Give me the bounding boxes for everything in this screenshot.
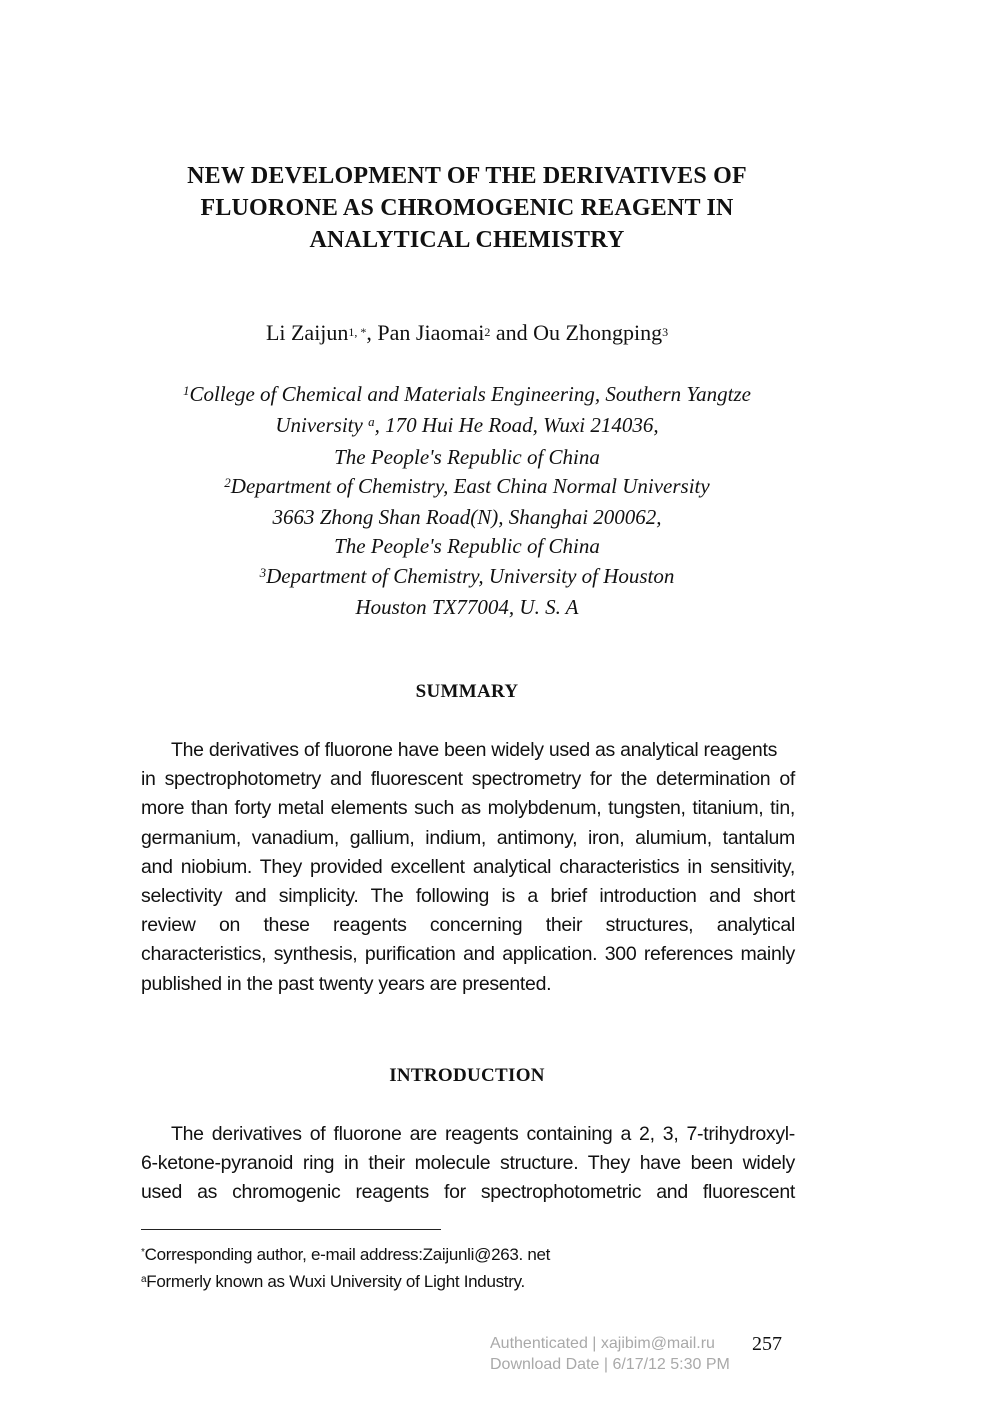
- affiliation-mark-2: 2: [224, 474, 231, 490]
- summary-paragraph: [141, 736, 795, 999]
- author-affil-mark-3: 3: [662, 325, 669, 339]
- affiliation-3-text-1: Department of Chemistry, University of Houston: [266, 563, 675, 588]
- footnote-2-text: Formerly known as Wuxi University of Light Industry.: [146, 1272, 525, 1291]
- affiliations: [120, 380, 814, 622]
- affiliation-2-text-1: Department of Chemistry, East China Normal University: [230, 473, 710, 498]
- affiliation-1-line-1: [120, 380, 814, 411]
- affiliation-2-line-3: The People's Republic of China: [334, 534, 600, 559]
- watermark-authenticated: Authenticated | xajibim@mail.ru: [490, 1335, 715, 1352]
- affiliation-3-line-1: [120, 562, 814, 593]
- introduction-line: The derivatives of fluorone are reagents containing a 2, 3, 7-trihydroxyl-: [171, 1123, 795, 1145]
- introduction-heading: INTRODUCTION: [389, 1065, 545, 1086]
- summary-line: germanium, vanadium, gallium, indium, antimony, iron, alumium, tantalum: [141, 826, 795, 849]
- author-name-3: and Ou Zhongping: [490, 320, 663, 345]
- affiliation-2-line-2: 3663 Zhong Shan Road(N), Shanghai 200062,: [272, 505, 662, 530]
- affiliation-mark-3: 3: [259, 564, 267, 580]
- summary-line: and niobium. They provided excellent analytical characteristics in sensitivity,: [141, 855, 795, 878]
- affiliation-mark-1: 1: [182, 383, 190, 398]
- summary-line: selectivity and simplicity. The following is a brief introduction and short: [141, 884, 795, 907]
- affiliation-note-mark-a: a: [368, 414, 375, 430]
- download-watermark: [490, 1333, 730, 1375]
- title-line-2: FLUORONE AS CHROMOGENIC REAGENT IN: [200, 195, 734, 221]
- author-affil-mark-1: 1, *: [348, 325, 367, 339]
- summary-heading: SUMMARY: [415, 681, 519, 702]
- watermark-download-date: Download Date | 6/17/12 5:30 PM: [490, 1356, 730, 1373]
- introduction-paragraph: [141, 1120, 795, 1208]
- footnote-1-text: Corresponding author, e-mail address:Zaijunli@263. net: [144, 1245, 551, 1264]
- summary-line: in spectrophotometry and fluorescent spectrometry for the determination of: [141, 768, 795, 791]
- author-name-2: , Pan Jiaomai: [366, 320, 485, 345]
- footnote-divider: [141, 1229, 441, 1230]
- affiliation-1-text-2b: , 170 Hui He Road, Wuxi 214036,: [374, 413, 659, 438]
- page-number: 257: [752, 1333, 782, 1355]
- affiliation-2-line-1: [120, 472, 814, 503]
- summary-line: The derivatives of fluorone have been widely used as analytical reagents: [171, 739, 778, 761]
- author-affil-mark-2: 2: [484, 325, 491, 339]
- affiliation-3-line-2: Houston TX77004, U. S. A: [355, 595, 579, 620]
- title-line-3: ANALYTICAL CHEMISTRY: [309, 227, 625, 253]
- affiliation-1-text-1: College of Chemical and Materials Engineering, Southern Yangtze: [189, 382, 751, 406]
- summary-line: characteristics, synthesis, purification and application. 300 references mainly: [141, 943, 795, 966]
- footnote-corresponding-author: [141, 1243, 550, 1270]
- affiliation-1-text-2a: University: [275, 413, 369, 438]
- affiliation-1-line-3: The People's Republic of China: [334, 444, 600, 469]
- author-list: [120, 318, 814, 351]
- summary-line: review on these reagents concerning their structures, analytical: [141, 914, 795, 937]
- introduction-line: 6-ketone-pyranoid ring in their molecule structure. They have been widely: [141, 1152, 795, 1175]
- introduction-line: used as chromogenic reagents for spectrophotometric and fluorescent: [141, 1181, 795, 1204]
- author-name-1: Li Zaijun: [265, 320, 349, 345]
- footnotes: [141, 1243, 550, 1297]
- summary-line: more than forty metal elements such as molybdenum, tungsten, titanium, tin,: [141, 797, 795, 820]
- summary-line: published in the past twenty years are presented.: [141, 972, 552, 995]
- footnote-former-name: [141, 1270, 550, 1297]
- footnote-mark-star: *: [141, 1247, 145, 1258]
- footnote-mark-a: a: [141, 1274, 147, 1285]
- title-line-1: NEW DEVELOPMENT OF THE DERIVATIVES OF: [187, 163, 747, 189]
- affiliation-1-line-2: [120, 411, 814, 442]
- paper-title: [120, 160, 814, 256]
